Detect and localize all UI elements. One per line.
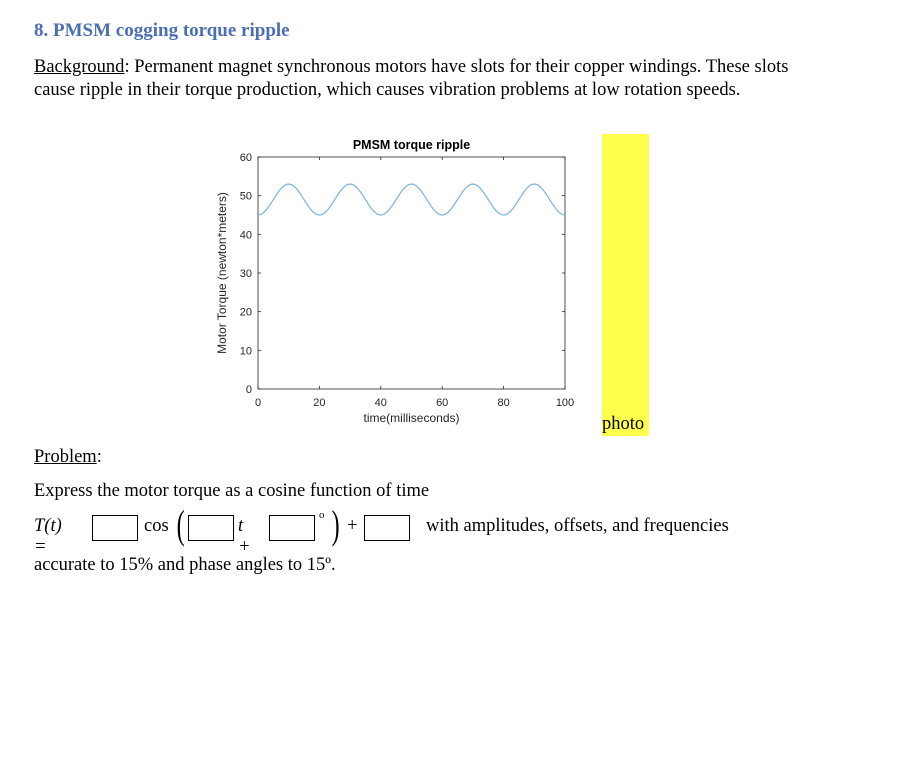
y-tick-label: 50 <box>239 190 252 203</box>
x-tick-label: 80 <box>497 397 510 409</box>
formula-plus: + <box>347 516 358 536</box>
chart-title: PMSM torque ripple <box>352 138 471 152</box>
formula-cos: cos <box>144 516 169 536</box>
y-tick-label: 0 <box>245 384 252 396</box>
formula-t-plus: t + <box>238 516 251 557</box>
y-tick-label: 10 <box>239 345 252 358</box>
problem-colon: : <box>96 447 102 467</box>
y-axis-label: Motor Torque (newton*meters) <box>215 192 229 354</box>
offset-answer-box[interactable] <box>364 515 410 541</box>
torque-ripple-chart <box>195 130 595 435</box>
x-tick-label: 100 <box>555 397 575 409</box>
accuracy-note: accurate to 15% and phase angles to 15º. <box>34 555 336 575</box>
x-tick-label: 0 <box>254 397 262 409</box>
y-tick-label: 40 <box>239 229 252 242</box>
problem-heading <box>34 447 102 468</box>
problem-label: Problem <box>34 447 97 467</box>
x-tick-label: 60 <box>436 397 449 409</box>
y-tick-label: 30 <box>239 268 252 280</box>
phase-answer-box[interactable] <box>269 515 315 541</box>
background-paragraph <box>34 56 834 102</box>
photo-placeholder <box>602 134 649 412</box>
frequency-answer-box[interactable] <box>188 515 234 541</box>
open-paren: ( <box>176 502 185 547</box>
y-tick-label: 60 <box>239 152 252 164</box>
section-heading: 8. PMSM cogging torque ripple <box>34 20 290 41</box>
formula-lhs: T(t) = <box>34 516 62 557</box>
close-paren: ) <box>331 502 340 547</box>
x-axis-label: time(milliseconds) <box>363 411 460 425</box>
formula-suffix: with amplitudes, offsets, and frequencies <box>426 516 729 536</box>
amplitude-answer-box[interactable] <box>92 515 138 541</box>
background-text: : Permanent magnet synchronous motors have slots for their copper windings. These slots cause ripple in their torque production, which causes vibration problems at low rotation speeds. <box>34 57 789 100</box>
photo-label: photo <box>602 412 649 436</box>
y-tick-label: 20 <box>239 306 252 319</box>
degree-symbol: o <box>319 509 325 521</box>
x-tick-label: 40 <box>374 397 387 409</box>
background-label: Background <box>34 57 125 77</box>
plot-frame <box>258 157 565 389</box>
problem-instruction: Express the motor torque as a cosine function of time <box>34 481 430 501</box>
x-tick-label: 20 <box>313 397 326 409</box>
